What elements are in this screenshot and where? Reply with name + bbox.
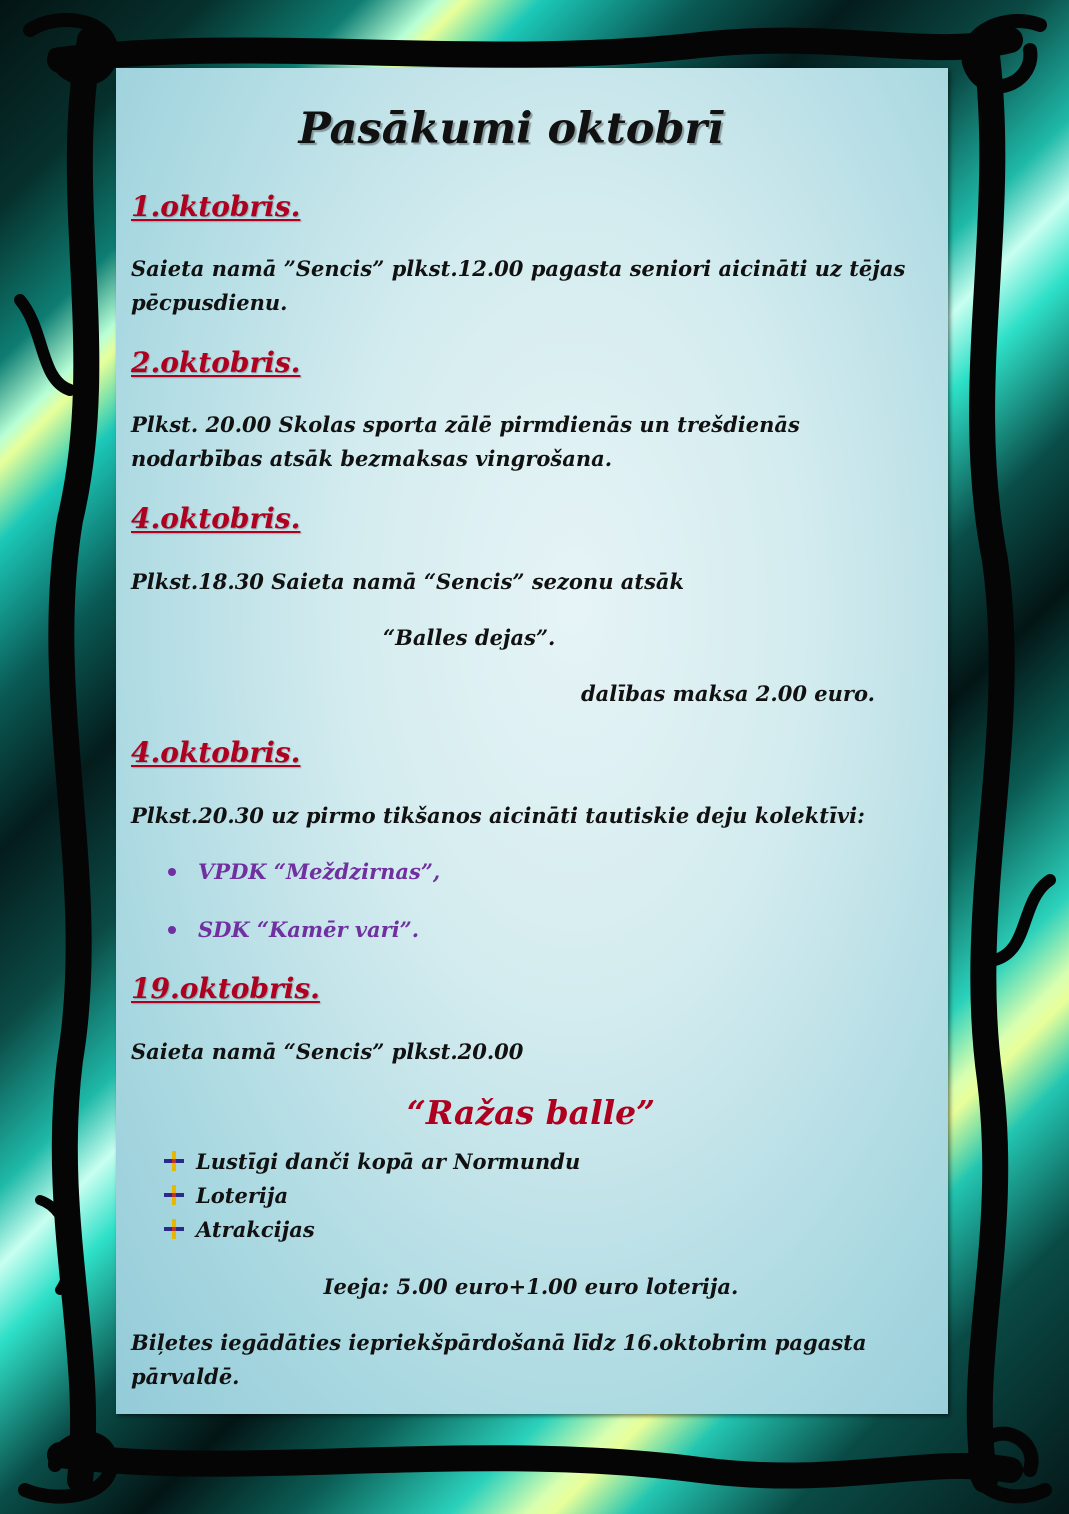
bullet-dot-icon bbox=[168, 926, 176, 934]
event-date: 4.oktobris. bbox=[131, 736, 301, 769]
list-item: Atrakcijas bbox=[196, 1217, 315, 1242]
event-date: 19.oktobris. bbox=[131, 972, 320, 1005]
bullet-dot-icon bbox=[168, 868, 176, 876]
event-date: 1.oktobris. bbox=[131, 190, 301, 223]
page-title: Pasākumi oktobrī bbox=[298, 104, 724, 154]
event-description: Plkst. 20.00 Skolas sporta zālē pirmdienās un trešdienās nodarbības atsāk bezmaksas vingrošana. bbox=[131, 412, 800, 471]
plus-bullet-icon bbox=[164, 1185, 184, 1205]
event-date: 4.oktobris. bbox=[131, 502, 301, 535]
event-description: Saieta namā ”Sencis” plkst.12.00 pagasta seniori aicināti uz tējas pēcpusdienu. bbox=[131, 256, 906, 315]
ticket-info: Biļetes iegādāties iepriekšpārdošanā līdz 16.oktobrim pagasta pārvaldē. bbox=[131, 1330, 867, 1389]
event-fee: dalības maksa 2.00 euro. bbox=[581, 681, 875, 706]
list-item: Lustīgi danči kopā ar Normundu bbox=[196, 1149, 581, 1174]
event-description: Saieta namā “Sencis” plkst.20.00 bbox=[131, 1039, 524, 1064]
event-name: “Ražas balle” bbox=[406, 1093, 656, 1132]
event-description: Plkst.18.30 Saieta namā “Sencis” sezonu atsāk bbox=[131, 569, 685, 594]
event-description: Plkst.20.30 uz pirmo tikšanos aicināti tautiskie deju kolektīvi: bbox=[131, 803, 865, 828]
list-item: SDK “Kamēr vari”. bbox=[198, 917, 420, 942]
event-subtitle: “Balles dejas”. bbox=[383, 625, 556, 650]
events-panel bbox=[116, 68, 948, 1414]
plus-bullet-icon bbox=[164, 1151, 184, 1171]
event-date: 2.oktobris. bbox=[131, 346, 301, 379]
list-item: VPDK “Meždzirnas”, bbox=[198, 859, 441, 884]
list-item: Loterija bbox=[196, 1183, 289, 1208]
plus-bullet-icon bbox=[164, 1219, 184, 1239]
entry-price: Ieeja: 5.00 euro+1.00 euro loterija. bbox=[323, 1274, 739, 1299]
